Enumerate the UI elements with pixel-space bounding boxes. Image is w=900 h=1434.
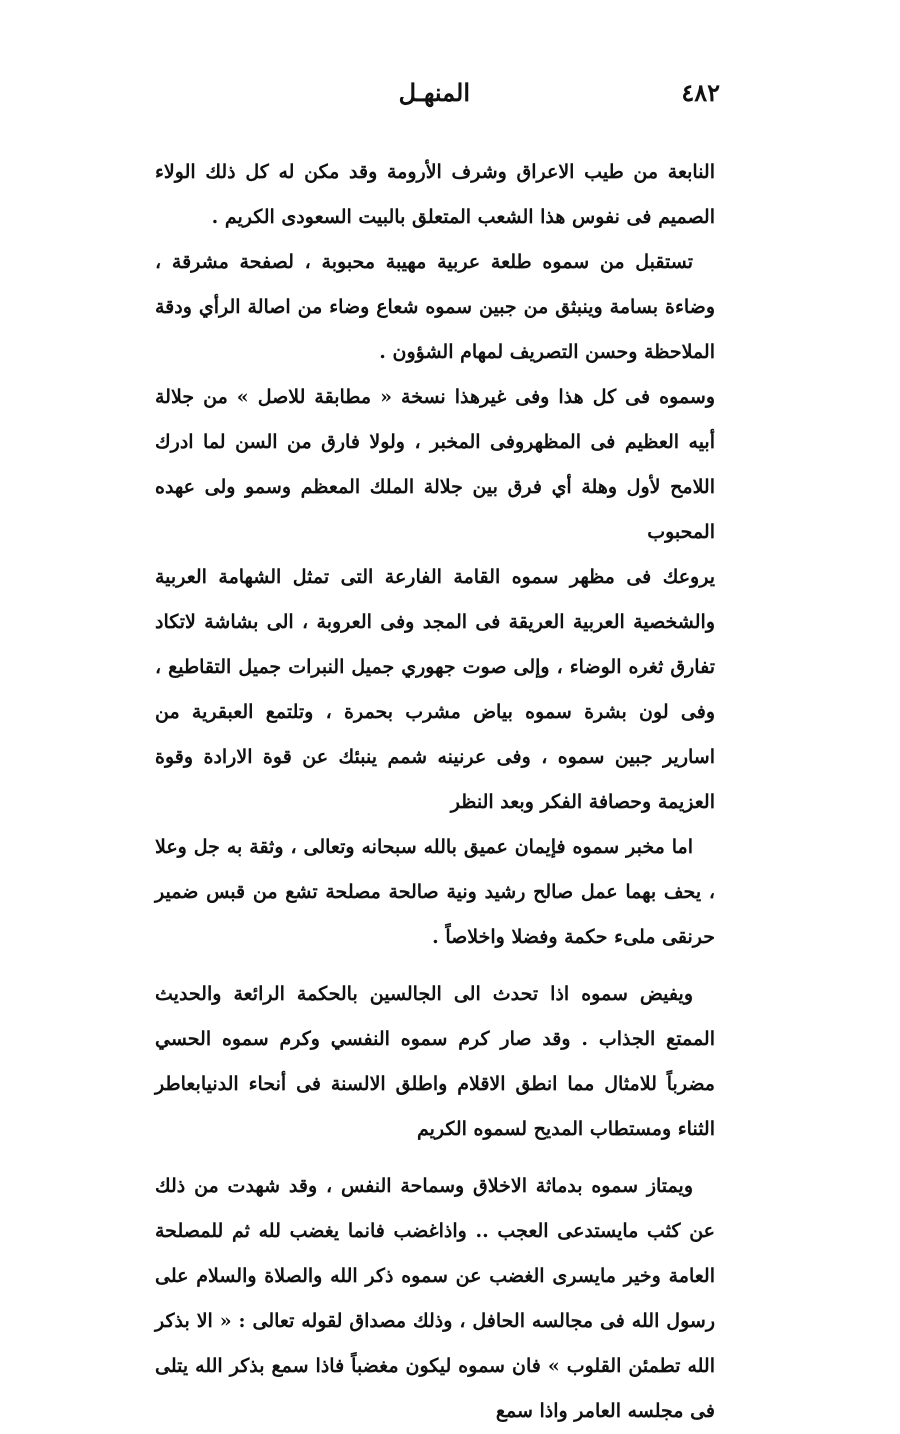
paragraph: اما مخبر سموه فإيمان عميق بالله سبحانه وتعالى ، وثقة به جل وعلا ، يحف بهما عمل صالح رشيد ونية صالحة مصلحة تشع من قبس ضمير حرنقى ملىء حكمة وفضلا واخلاصاً .: [155, 836, 715, 948]
paragraph: يروعك فى مظهر سموه القامة الفارعة التى تمثل الشهامة العربية والشخصية العربية العريقة فى المجد وفى العروبة ، الى بشاشة لاتكاد تفارق ثغره الوضاء ، وإلى صوت جهوري جميل النبرات جميل التقاطيع ، وفى لون بشرة سموه بياض مشرب بحمرة ، وتلتمع العبقرية من اسارير جبين سموه ، وفى عرنينه شمم ينبئك عن قوة الارادة وقوة العزيمة وحصافة الفكر وبعد النظر: [155, 566, 715, 813]
paragraph: وسموه فى كل هذا وفى غيرهذا نسخة « مطابقة للاصل » من جلالة أبيه العظيم فى المظهروفى المخبر ، ولولا فارق من السن لما ادرك اللامح لأول وهلة أي فرق بين جلالة الملك المعظم وسمو ولى عهده المحبوب: [155, 386, 715, 543]
body-text: [155, 150, 715, 1434]
paragraph: النابعة من طيب الاعراق وشرف الأرومة وقد مكن له كل ذلك الولاء الصميم فى نفوس هذا الشعب المتعلق بالبيت السعودى الكريم .: [155, 161, 715, 228]
paragraph: ويفيض سموه اذا تحدث الى الجالسين بالحكمة الرائعة والحديث الممتع الجذاب . وقد صار كرم سموه النفسي وكرم سموه الحسي مضرباً للامثال مما انطق الاقلام واطلق الالسنة فى أنحاء الدنيابعاطر الثناء ومستطاب المديح لسموه الكريم: [155, 983, 715, 1140]
paragraph: ويمتاز سموه بدماثة الاخلاق وسماحة النفس ، وقد شهدت من ذلك عن كثب مايستدعى العجب .. واذاغضب فانما يغضب لله ثم للمصلحة العامة وخير مايسرى الغضب عن سموه ذكر الله والصلاة والسلام على رسول الله فى مجالسه الحافل ، وذلك مصداق لقوله تعالى : « الا بذكر الله تطمئن القلوب » فان سموه ليكون مغضباً فاذا سمع بذكر الله يتلى فى مجلسه العامر واذا سمع: [155, 1175, 715, 1422]
page-header: [150, 78, 720, 118]
page-number: ٤٨٢: [681, 78, 720, 107]
paragraph: تستقبل من سموه طلعة عربية مهيبة محبوبة ، لصفحة مشرقة ، وضاءة بسامة وينبثق من جبين سموه شعاع وضاء من اصالة الرأي ودقة الملاحظة وحسن التصريف لمهام الشؤون .: [155, 251, 715, 363]
running-title: المنهـل: [398, 78, 470, 107]
